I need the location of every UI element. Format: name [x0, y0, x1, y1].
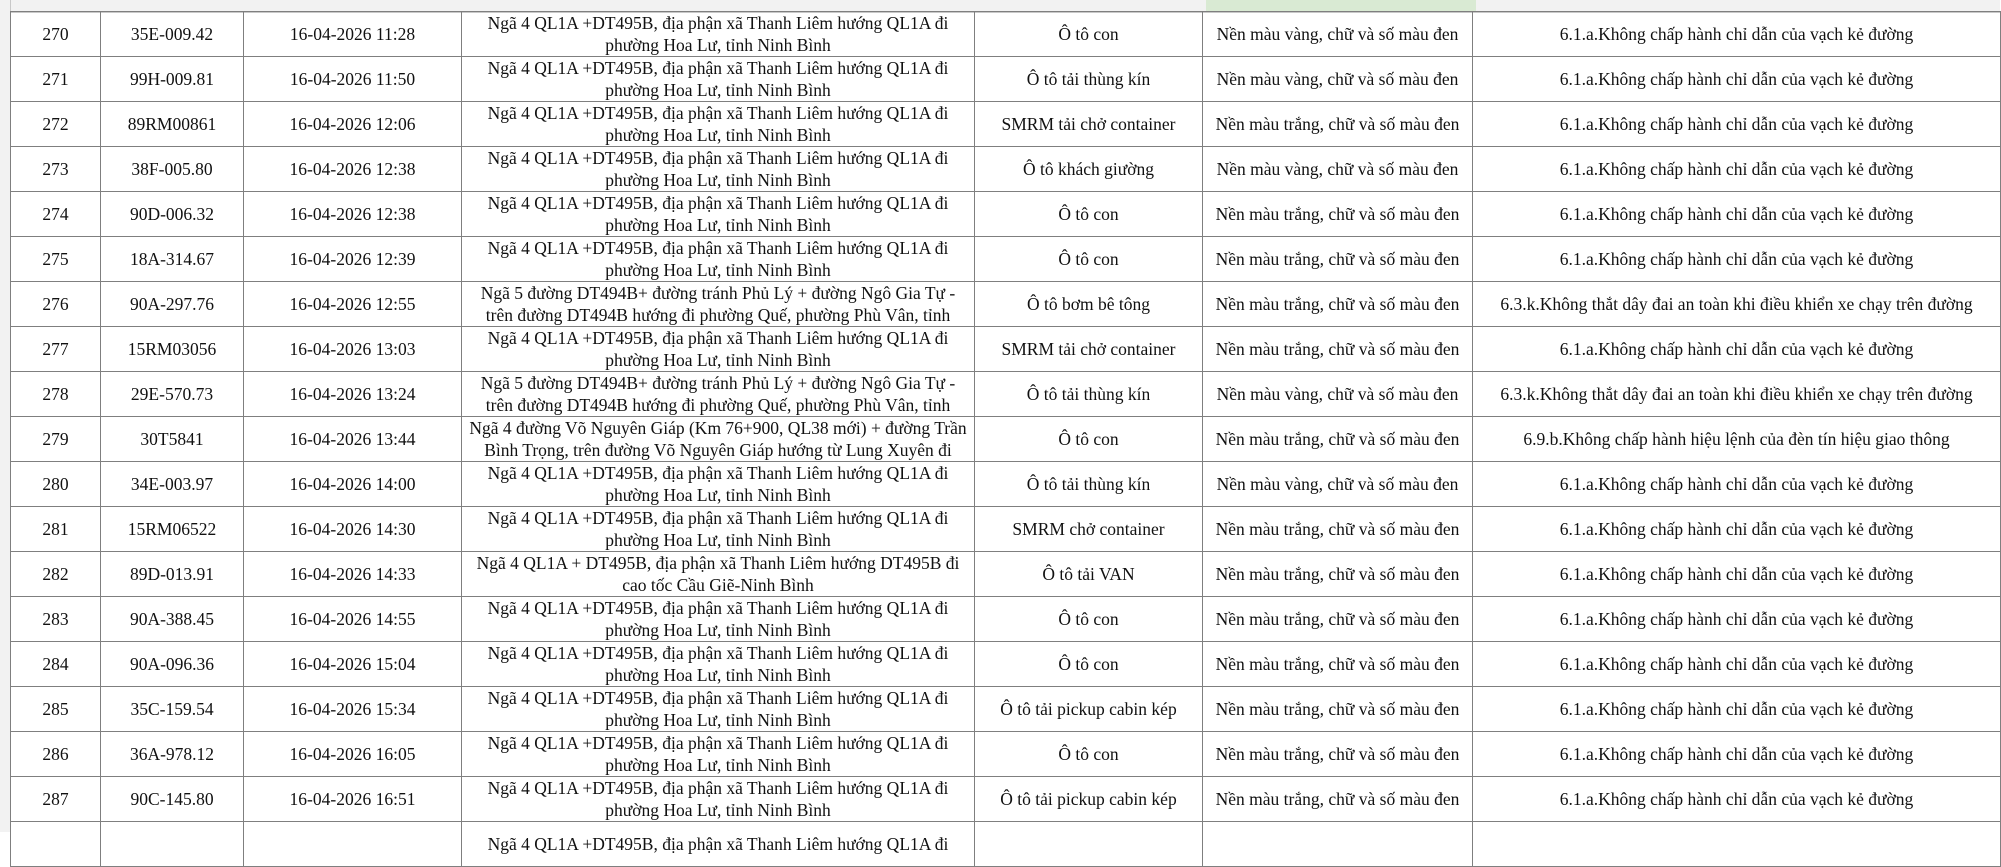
cell-stt[interactable]: [11, 12, 101, 57]
cell-plate[interactable]: [101, 327, 244, 372]
table-row[interactable]: [11, 642, 2001, 687]
table-row[interactable]: [11, 237, 2001, 282]
cell-vehicle-type[interactable]: [975, 597, 1203, 642]
cell-plate-color[interactable]: [1203, 552, 1473, 597]
cell-plate-color[interactable]: [1203, 57, 1473, 102]
cell-text-plate-color: Nền màu trắng, chữ và số màu đen: [1215, 609, 1460, 629]
cell-plate[interactable]: [101, 192, 244, 237]
cell-plate[interactable]: [101, 372, 244, 417]
table-row[interactable]: [11, 597, 2001, 642]
cell-text-plate-color: Nền màu trắng, chữ và số màu đen: [1215, 294, 1460, 314]
cell-text-stt: 272: [42, 114, 69, 134]
cell-plate[interactable]: [101, 552, 244, 597]
cell-time[interactable]: [244, 417, 462, 462]
cell-violation[interactable]: [1473, 237, 2001, 282]
cell-vehicle-type[interactable]: [975, 192, 1203, 237]
cell-stt[interactable]: [11, 147, 101, 192]
cell-text-plate-color: Nền màu vàng, chữ và số màu đen: [1216, 384, 1459, 404]
cell-time[interactable]: [244, 102, 462, 147]
cell-text-plate: 90A-388.45: [129, 609, 215, 629]
table-row[interactable]: [11, 732, 2001, 777]
table-row[interactable]: [11, 282, 2001, 327]
cell-stt[interactable]: [11, 237, 101, 282]
cell-vehicle-type[interactable]: [975, 102, 1203, 147]
cell-text-violation: 6.1.a.Không chấp hành chỉ dẫn của vạch kẻ đường: [1559, 474, 1914, 494]
cell-plate[interactable]: [101, 687, 244, 732]
cell-text-stt: 277: [42, 339, 69, 359]
table-row[interactable]: [11, 417, 2001, 462]
cell-stt[interactable]: [11, 192, 101, 237]
cell-time[interactable]: [244, 552, 462, 597]
cell-text-stt: 283: [42, 609, 69, 629]
cell-text-plate-color: Nền màu vàng, chữ và số màu đen: [1216, 474, 1459, 494]
cell-text-plate-color: Nền màu trắng, chữ và số màu đen: [1215, 744, 1460, 764]
cell-time[interactable]: [244, 282, 462, 327]
cell-plate-color[interactable]: [1203, 687, 1473, 732]
cell-location[interactable]: [462, 417, 975, 462]
cell-vehicle-type[interactable]: [975, 147, 1203, 192]
cell-text-plate: 15RM06522: [127, 519, 217, 539]
cell-stt[interactable]: [11, 417, 101, 462]
cell-time[interactable]: [244, 687, 462, 732]
cell-text-location: Ngã 5 đường DT494B+ đường tránh Phủ Lý + đường Ngô Gia Tự - trên đường DT494B hướng đi phường Quế, phường Phù Vân, tỉnh: [480, 283, 956, 325]
cell-text-plate-color: Nền màu trắng, chữ và số màu đen: [1215, 699, 1460, 719]
cell-location[interactable]: [462, 732, 975, 777]
cell-text-vehicle: Ô tô con: [1058, 654, 1119, 674]
table-body: [11, 12, 2001, 867]
cell-text-vehicle: Ô tô khách giường: [1022, 159, 1154, 179]
cell-violation[interactable]: [1473, 597, 2001, 642]
cell-text-plate-color: Nền màu vàng, chữ và số màu đen: [1216, 159, 1459, 179]
cell-stt[interactable]: [11, 57, 101, 102]
cell-text-stt: 282: [42, 564, 69, 584]
cell-text-violation: 6.1.a.Không chấp hành chỉ dẫn của vạch kẻ đường: [1559, 519, 1914, 539]
cell-plate[interactable]: [101, 822, 244, 867]
cell-text-stt: 280: [42, 474, 69, 494]
cell-text-location: Ngã 4 QL1A +DT495B, địa phận xã Thanh Liêm hướng QL1A đi phường Hoa Lư, tỉnh Ninh Bình: [487, 463, 949, 505]
cell-stt[interactable]: [11, 327, 101, 372]
cell-text-time: 16-04-2026 14:33: [289, 564, 416, 584]
cell-vehicle-type[interactable]: [975, 282, 1203, 327]
cell-vehicle-type[interactable]: [975, 327, 1203, 372]
cell-plate[interactable]: [101, 732, 244, 777]
cell-time[interactable]: [244, 822, 462, 867]
cell-violation[interactable]: [1473, 12, 2001, 57]
cell-text-plate-color: Nền màu trắng, chữ và số màu đen: [1215, 789, 1460, 809]
cell-stt[interactable]: [11, 282, 101, 327]
cell-text-location: Ngã 4 QL1A +DT495B, địa phận xã Thanh Liêm hướng QL1A đi phường Hoa Lư, tỉnh Ninh Bình: [487, 148, 949, 190]
cell-location[interactable]: [462, 192, 975, 237]
cell-text-vehicle: Ô tô tải VAN: [1042, 564, 1135, 584]
cell-text-stt: 281: [42, 519, 69, 539]
cell-text-plate: 90A-096.36: [129, 654, 215, 674]
cell-stt[interactable]: [11, 642, 101, 687]
cell-plate[interactable]: [101, 147, 244, 192]
cell-text-location: Ngã 4 QL1A +DT495B, địa phận xã Thanh Liêm hướng QL1A đi phường Hoa Lư, tỉnh Ninh Bình: [487, 688, 949, 730]
table-row[interactable]: [11, 822, 2001, 867]
cell-text-stt: 276: [42, 294, 69, 314]
cell-location[interactable]: [462, 552, 975, 597]
cell-text-time: 16-04-2026 12:55: [289, 294, 416, 314]
cell-location[interactable]: [462, 822, 975, 867]
cell-text-vehicle: Ô tô con: [1058, 249, 1119, 269]
cell-violation[interactable]: [1473, 507, 2001, 552]
cell-text-violation: 6.9.b.Không chấp hành hiệu lệnh của đèn tín hiệu giao thông: [1523, 429, 1950, 449]
cell-plate[interactable]: [101, 462, 244, 507]
cell-plate-color[interactable]: [1203, 822, 1473, 867]
cell-text-stt: 278: [42, 384, 69, 404]
cell-text-vehicle: SMRM tải chở container: [1001, 339, 1176, 359]
cell-violation[interactable]: [1473, 372, 2001, 417]
cell-text-location: Ngã 4 QL1A +DT495B, địa phận xã Thanh Liêm hướng QL1A đi phường Hoa Lư, tỉnh Ninh Bình: [487, 733, 949, 775]
cell-location[interactable]: [462, 102, 975, 147]
cell-plate[interactable]: [101, 507, 244, 552]
cell-vehicle-type[interactable]: [975, 57, 1203, 102]
cell-stt[interactable]: [11, 777, 101, 822]
cell-location[interactable]: [462, 597, 975, 642]
cell-text-plate: 35E-009.42: [130, 24, 214, 44]
cell-text-time: 16-04-2026 14:00: [289, 474, 416, 494]
cell-location[interactable]: [462, 282, 975, 327]
cell-text-plate: 89D-013.91: [129, 564, 215, 584]
cell-violation[interactable]: [1473, 552, 2001, 597]
cell-text-location: Ngã 4 đường Võ Nguyên Giáp (Km 76+900, QL38 mới) + đường Trần Bình Trọng, trên đường Võ Nguyên Giáp hướng từ Lung Xuyên đi: [469, 418, 967, 460]
cell-plate[interactable]: [101, 282, 244, 327]
cell-location[interactable]: [462, 462, 975, 507]
cell-text-vehicle: Ô tô tải pickup cabin kép: [1000, 789, 1177, 809]
cell-plate-color[interactable]: [1203, 732, 1473, 777]
cell-text-vehicle: Ô tô con: [1058, 744, 1119, 764]
cell-text-stt: 286: [42, 744, 69, 764]
cell-text-plate: 90C-145.80: [130, 789, 214, 809]
cell-text-vehicle: Ô tô con: [1058, 429, 1119, 449]
table-row[interactable]: [11, 147, 2001, 192]
table-row[interactable]: [11, 552, 2001, 597]
cell-plate-color[interactable]: [1203, 12, 1473, 57]
cell-stt[interactable]: [11, 687, 101, 732]
cell-location[interactable]: [462, 237, 975, 282]
cell-text-stt: 273: [42, 159, 69, 179]
cell-text-vehicle: Ô tô tải thùng kín: [1026, 384, 1151, 404]
cell-vehicle-type[interactable]: [975, 237, 1203, 282]
table-row[interactable]: [11, 192, 2001, 237]
cell-text-time: 16-04-2026 14:30: [289, 519, 416, 539]
table-row[interactable]: [11, 777, 2001, 822]
cell-text-time: 16-04-2026 15:04: [289, 654, 416, 674]
cell-text-plate: 35C-159.54: [130, 699, 214, 719]
cell-text-violation: 6.1.a.Không chấp hành chỉ dẫn của vạch kẻ đường: [1559, 789, 1914, 809]
table-row[interactable]: [11, 462, 2001, 507]
cell-text-violation: 6.1.a.Không chấp hành chỉ dẫn của vạch kẻ đường: [1559, 204, 1914, 224]
table-row[interactable]: [11, 327, 2001, 372]
cell-text-location: Ngã 4 QL1A +DT495B, địa phận xã Thanh Liêm hướng QL1A đi phường Hoa Lư, tỉnh Ninh Bình: [487, 508, 949, 550]
cell-time[interactable]: [244, 732, 462, 777]
cell-text-plate-color: Nền màu vàng, chữ và số màu đen: [1216, 69, 1459, 89]
cell-text-time: 16-04-2026 11:50: [289, 69, 416, 89]
cell-plate[interactable]: [101, 12, 244, 57]
cell-text-stt: 285: [42, 699, 69, 719]
cell-vehicle-type[interactable]: [975, 732, 1203, 777]
cell-time[interactable]: [244, 192, 462, 237]
cell-violation[interactable]: [1473, 192, 2001, 237]
cell-vehicle-type[interactable]: [975, 822, 1203, 867]
cell-plate-color[interactable]: [1203, 507, 1473, 552]
cell-violation[interactable]: [1473, 417, 2001, 462]
cell-violation[interactable]: [1473, 777, 2001, 822]
cell-text-plate-color: Nền màu vàng, chữ và số màu đen: [1216, 24, 1459, 44]
table-row[interactable]: [11, 57, 2001, 102]
cell-stt[interactable]: [11, 102, 101, 147]
cell-text-plate-color: Nền màu trắng, chữ và số màu đen: [1215, 114, 1460, 134]
cell-text-vehicle: SMRM chở container: [1012, 519, 1165, 539]
cell-stt[interactable]: [11, 822, 101, 867]
cell-violation[interactable]: [1473, 57, 2001, 102]
cell-vehicle-type[interactable]: [975, 552, 1203, 597]
cell-time[interactable]: [244, 777, 462, 822]
cell-text-plate-color: Nền màu trắng, chữ và số màu đen: [1215, 564, 1460, 584]
cell-text-stt: 287: [42, 789, 69, 809]
cell-time[interactable]: [244, 237, 462, 282]
cell-location[interactable]: [462, 12, 975, 57]
cell-time[interactable]: [244, 12, 462, 57]
cell-text-vehicle: Ô tô tải pickup cabin kép: [1000, 699, 1177, 719]
cell-text-vehicle: SMRM tải chở container: [1001, 114, 1176, 134]
cell-text-plate: 15RM03056: [127, 339, 217, 359]
cell-text-time: 16-04-2026 12:38: [289, 159, 416, 179]
cell-text-time: 16-04-2026 16:05: [289, 744, 416, 764]
cell-plate-color[interactable]: [1203, 462, 1473, 507]
cell-text-time: 16-04-2026 16:51: [289, 789, 416, 809]
cell-plate-color[interactable]: [1203, 102, 1473, 147]
cell-text-vehicle: Ô tô tải thùng kín: [1026, 474, 1151, 494]
cell-text-stt: 279: [42, 429, 69, 449]
cell-plate-color[interactable]: [1203, 192, 1473, 237]
cell-location[interactable]: [462, 372, 975, 417]
cell-time[interactable]: [244, 372, 462, 417]
cell-text-violation: 6.1.a.Không chấp hành chỉ dẫn của vạch kẻ đường: [1559, 114, 1914, 134]
cell-text-time: 16-04-2026 14:55: [289, 609, 416, 629]
cell-text-violation: 6.3.k.Không thắt dây đai an toàn khi điều khiển xe chạy trên đường: [1500, 384, 1973, 404]
cell-text-location: Ngã 4 QL1A +DT495B, địa phận xã Thanh Liêm hướng QL1A đi phường Hoa Lư, tỉnh Ninh Bình: [487, 58, 949, 100]
cell-location[interactable]: [462, 777, 975, 822]
cell-text-location: Ngã 4 QL1A + DT495B, địa phận xã Thanh Liêm hướng DT495B đi cao tốc Cầu Giẽ-Ninh Bình: [476, 553, 960, 595]
cell-text-location: Ngã 4 QL1A +DT495B, địa phận xã Thanh Liêm hướng QL1A đi phường Hoa Lư, tỉnh Ninh Bình: [487, 598, 949, 640]
cell-text-time: 16-04-2026 12:06: [289, 114, 416, 134]
cell-text-plate-color: Nền màu trắng, chữ và số màu đen: [1215, 339, 1460, 359]
cell-text-stt: 275: [42, 249, 69, 269]
cell-time[interactable]: [244, 507, 462, 552]
cell-text-vehicle: Ô tô con: [1058, 204, 1119, 224]
cell-text-time: 16-04-2026 12:39: [289, 249, 416, 269]
cell-text-violation: 6.1.a.Không chấp hành chỉ dẫn của vạch kẻ đường: [1559, 654, 1914, 674]
cell-plate[interactable]: [101, 417, 244, 462]
cell-text-plate: 38F-005.80: [131, 159, 213, 179]
cell-violation[interactable]: [1473, 642, 2001, 687]
cell-location[interactable]: [462, 642, 975, 687]
cell-violation[interactable]: [1473, 282, 2001, 327]
cell-text-plate: 90D-006.32: [129, 204, 215, 224]
cell-vehicle-type[interactable]: [975, 642, 1203, 687]
cell-text-location: Ngã 4 QL1A +DT495B, địa phận xã Thanh Liêm hướng QL1A đi: [487, 834, 949, 854]
cell-text-plate-color: Nền màu trắng, chữ và số màu đen: [1215, 519, 1460, 539]
cell-vehicle-type[interactable]: [975, 372, 1203, 417]
cell-text-time: 16-04-2026 15:34: [289, 699, 416, 719]
cell-text-stt: 284: [42, 654, 69, 674]
cell-text-plate: 29E-570.73: [130, 384, 214, 404]
cell-text-plate: 36A-978.12: [129, 744, 215, 764]
data-table: [10, 11, 2001, 867]
cell-text-violation: 6.1.a.Không chấp hành chỉ dẫn của vạch kẻ đường: [1559, 564, 1914, 584]
cell-stt[interactable]: [11, 732, 101, 777]
table-row[interactable]: [11, 12, 2001, 57]
cell-vehicle-type[interactable]: [975, 777, 1203, 822]
cell-violation[interactable]: [1473, 687, 2001, 732]
cell-text-time: 16-04-2026 13:03: [289, 339, 416, 359]
cell-text-location: Ngã 4 QL1A +DT495B, địa phận xã Thanh Liêm hướng QL1A đi phường Hoa Lư, tỉnh Ninh Bình: [487, 193, 949, 235]
cell-vehicle-type[interactable]: [975, 687, 1203, 732]
cell-text-stt: 271: [42, 69, 69, 89]
cell-plate[interactable]: [101, 777, 244, 822]
cell-stt[interactable]: [11, 372, 101, 417]
cell-text-violation: 6.1.a.Không chấp hành chỉ dẫn của vạch kẻ đường: [1559, 69, 1914, 89]
cell-location[interactable]: [462, 147, 975, 192]
cell-violation[interactable]: [1473, 102, 2001, 147]
table-row[interactable]: [11, 102, 2001, 147]
cell-text-vehicle: Ô tô con: [1058, 24, 1119, 44]
cell-violation[interactable]: [1473, 147, 2001, 192]
cell-violation[interactable]: [1473, 462, 2001, 507]
cell-time[interactable]: [244, 462, 462, 507]
table-row[interactable]: [11, 372, 2001, 417]
cell-stt[interactable]: [11, 597, 101, 642]
cell-text-time: 16-04-2026 13:24: [289, 384, 416, 404]
cell-plate[interactable]: [101, 237, 244, 282]
cell-text-stt: 270: [42, 24, 69, 44]
cell-text-stt: 274: [42, 204, 69, 224]
cell-violation[interactable]: [1473, 732, 2001, 777]
cell-plate[interactable]: [101, 642, 244, 687]
cell-plate-color[interactable]: [1203, 777, 1473, 822]
cell-text-plate: 18A-314.67: [129, 249, 215, 269]
cell-stt[interactable]: [11, 552, 101, 597]
cell-text-time: 16-04-2026 12:38: [289, 204, 416, 224]
cell-plate-color[interactable]: [1203, 597, 1473, 642]
cell-stt[interactable]: [11, 462, 101, 507]
cell-time[interactable]: [244, 642, 462, 687]
cell-plate[interactable]: [101, 102, 244, 147]
cell-text-vehicle: Ô tô bơm bê tông: [1027, 294, 1150, 314]
cell-text-location: Ngã 4 QL1A +DT495B, địa phận xã Thanh Liêm hướng QL1A đi phường Hoa Lư, tỉnh Ninh Bình: [487, 103, 949, 145]
cell-plate-color[interactable]: [1203, 372, 1473, 417]
cell-text-time: 16-04-2026 11:28: [289, 24, 416, 44]
cell-text-violation: 6.1.a.Không chấp hành chỉ dẫn của vạch kẻ đường: [1559, 249, 1914, 269]
cell-time[interactable]: [244, 597, 462, 642]
cell-text-violation: 6.1.a.Không chấp hành chỉ dẫn của vạch kẻ đường: [1559, 609, 1914, 629]
cell-plate[interactable]: [101, 57, 244, 102]
cell-text-plate-color: Nền màu trắng, chữ và số màu đen: [1215, 654, 1460, 674]
cell-text-violation: 6.3.k.Không thắt dây đai an toàn khi điều khiển xe chạy trên đường: [1500, 294, 1973, 314]
cell-text-location: Ngã 4 QL1A +DT495B, địa phận xã Thanh Liêm hướng QL1A đi phường Hoa Lư, tỉnh Ninh Bình: [487, 643, 949, 685]
cell-text-plate: 30T5841: [140, 429, 204, 449]
cell-time[interactable]: [244, 57, 462, 102]
table-row[interactable]: [11, 507, 2001, 552]
cell-plate[interactable]: [101, 597, 244, 642]
cell-text-location: Ngã 4 QL1A +DT495B, địa phận xã Thanh Liêm hướng QL1A đi phường Hoa Lư, tỉnh Ninh Bình: [487, 13, 949, 55]
cell-text-plate-color: Nền màu trắng, chữ và số màu đen: [1215, 204, 1460, 224]
cell-text-location: Ngã 4 QL1A +DT495B, địa phận xã Thanh Liêm hướng QL1A đi phường Hoa Lư, tỉnh Ninh Bình: [487, 778, 949, 820]
cell-text-plate: 34E-003.97: [130, 474, 214, 494]
cell-text-plate-color: Nền màu trắng, chữ và số màu đen: [1215, 429, 1460, 449]
cell-plate-color[interactable]: [1203, 147, 1473, 192]
cell-text-location: Ngã 4 QL1A +DT495B, địa phận xã Thanh Liêm hướng QL1A đi phường Hoa Lư, tỉnh Ninh Bình: [487, 238, 949, 280]
cell-location[interactable]: [462, 57, 975, 102]
cell-plate-color[interactable]: [1203, 237, 1473, 282]
cell-text-violation: 6.1.a.Không chấp hành chỉ dẫn của vạch kẻ đường: [1559, 699, 1914, 719]
cell-plate-color[interactable]: [1203, 642, 1473, 687]
cell-vehicle-type[interactable]: [975, 507, 1203, 552]
cell-vehicle-type[interactable]: [975, 12, 1203, 57]
cell-text-plate-color: Nền màu trắng, chữ và số màu đen: [1215, 249, 1460, 269]
cell-text-plate: 89RM00861: [127, 114, 217, 134]
cell-location[interactable]: [462, 687, 975, 732]
cell-time[interactable]: [244, 327, 462, 372]
cell-plate-color[interactable]: [1203, 417, 1473, 462]
table-row[interactable]: [11, 687, 2001, 732]
cell-plate-color[interactable]: [1203, 327, 1473, 372]
cell-text-vehicle: Ô tô tải thùng kín: [1026, 69, 1151, 89]
cell-stt[interactable]: [11, 507, 101, 552]
cell-text-vehicle: Ô tô con: [1058, 609, 1119, 629]
cell-plate-color[interactable]: [1203, 282, 1473, 327]
cell-text-violation: 6.1.a.Không chấp hành chỉ dẫn của vạch kẻ đường: [1559, 24, 1914, 44]
cell-text-violation: 6.1.a.Không chấp hành chỉ dẫn của vạch kẻ đường: [1559, 159, 1914, 179]
cell-text-time: 16-04-2026 13:44: [289, 429, 416, 449]
cell-text-location: Ngã 5 đường DT494B+ đường tránh Phủ Lý + đường Ngô Gia Tự - trên đường DT494B hướng đi phường Quế, phường Phù Vân, tỉnh: [480, 373, 956, 415]
cell-text-violation: 6.1.a.Không chấp hành chỉ dẫn của vạch kẻ đường: [1559, 744, 1914, 764]
cell-text-plate: 99H-009.81: [129, 69, 215, 89]
cell-text-plate: 90A-297.76: [129, 294, 215, 314]
cell-text-violation: 6.1.a.Không chấp hành chỉ dẫn của vạch kẻ đường: [1559, 339, 1914, 359]
cell-vehicle-type[interactable]: [975, 417, 1203, 462]
cell-time[interactable]: [244, 147, 462, 192]
cell-location[interactable]: [462, 507, 975, 552]
cell-text-location: Ngã 4 QL1A +DT495B, địa phận xã Thanh Liêm hướng QL1A đi phường Hoa Lư, tỉnh Ninh Bình: [487, 328, 949, 370]
cell-violation[interactable]: [1473, 822, 2001, 867]
cell-vehicle-type[interactable]: [975, 462, 1203, 507]
cell-violation[interactable]: [1473, 327, 2001, 372]
cell-location[interactable]: [462, 327, 975, 372]
